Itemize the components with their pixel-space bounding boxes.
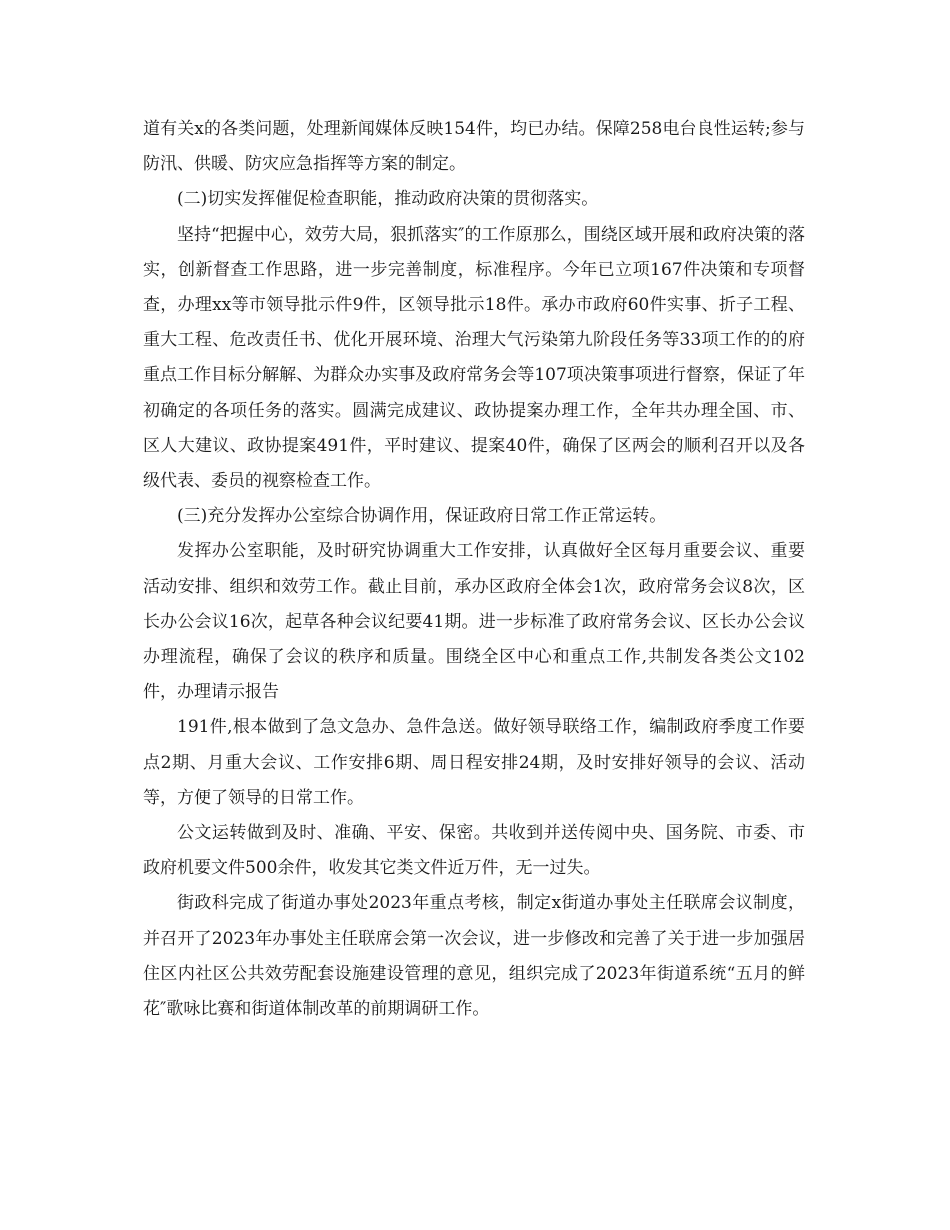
paragraph-8: 街政科完成了街道办事处2023年重点考核，制定x街道办事处主任联席会议制度，并召开了2023年办事处主任联席会第一次会议，进一步修改和完善了关于进一步加强居住区内社区公共效劳配套设施建设管理的意见，组织完成了2023年街道系统“五月的鲜花″歌咏比赛和街道体制改革的前期调研工作。 bbox=[143, 893, 805, 1020]
paragraph-1: 道有关x的各类问题，处理新闻媒体反映154件，均已办结。保障258电台良性运转;参与防汛、供暖、防灾应急指挥等方案的制定。 bbox=[143, 119, 805, 175]
paragraph-6: 191件,根本做到了急文急办、急件急送。做好领导联络工作，编制政府季度工作要点2期、月重大会议、工作安排6期、周日程安排24期，及时安排好领导的会议、活动等，方便了领导的日常工作。 bbox=[143, 717, 805, 808]
paragraph-3: 坚持“把握中心，效劳大局，狠抓落实″的工作原那么，围绕区域开展和政府决策的落实，创新督查工作思路，进一步完善制度，标准程序。今年已立项167件决策和专项督查，办理xx等市领导批示件9件，区领导批示18件。承办市政府60件实事、折子工程、重大工程、危改责任书、优化开展环境、治理大气污染第九阶段任务等33项工作的的府重点工作目标分解解、为群众办实事及政府常务会等107项决策事项进行督察，保证了年初确定的各项任务的落实。圆满完成建议、政协提案办理工作，全年共办理全国、市、区人大建议、政协提案491件，平时建议、提案40件，确保了区两会的顺利召开以及各级代表、委员的视察检查工作。 bbox=[143, 224, 805, 492]
document-page bbox=[143, 112, 805, 1027]
section-heading-3: (三)充分发挥办公室综合协调作用，保证政府日常工作正常运转。 bbox=[177, 506, 667, 527]
section-heading-2: (二)切实发挥催促检查职能，推动政府决策的贯彻落实。 bbox=[177, 189, 599, 210]
paragraph-7: 公文运转做到及时、准确、平安、保密。共收到并送传阅中央、国务院、市委、市政府机要文件500余件，收发其它类文件近万件，无一过失。 bbox=[143, 823, 805, 879]
paragraph-5: 发挥办公室职能，及时研究协调重大工作安排，认真做好全区每月重要会议、重要活动安排、组织和效劳工作。截止目前，承办区政府全体会1次，政府常务会议8次，区长办公会议16次，起草各种会议纪要41期。进一步标准了政府常务会议、区长办公会议办理流程，确保了会议的秩序和质量。围绕全区中心和重点工作,共制发各类公文102件，办理请示报告 bbox=[143, 541, 805, 703]
